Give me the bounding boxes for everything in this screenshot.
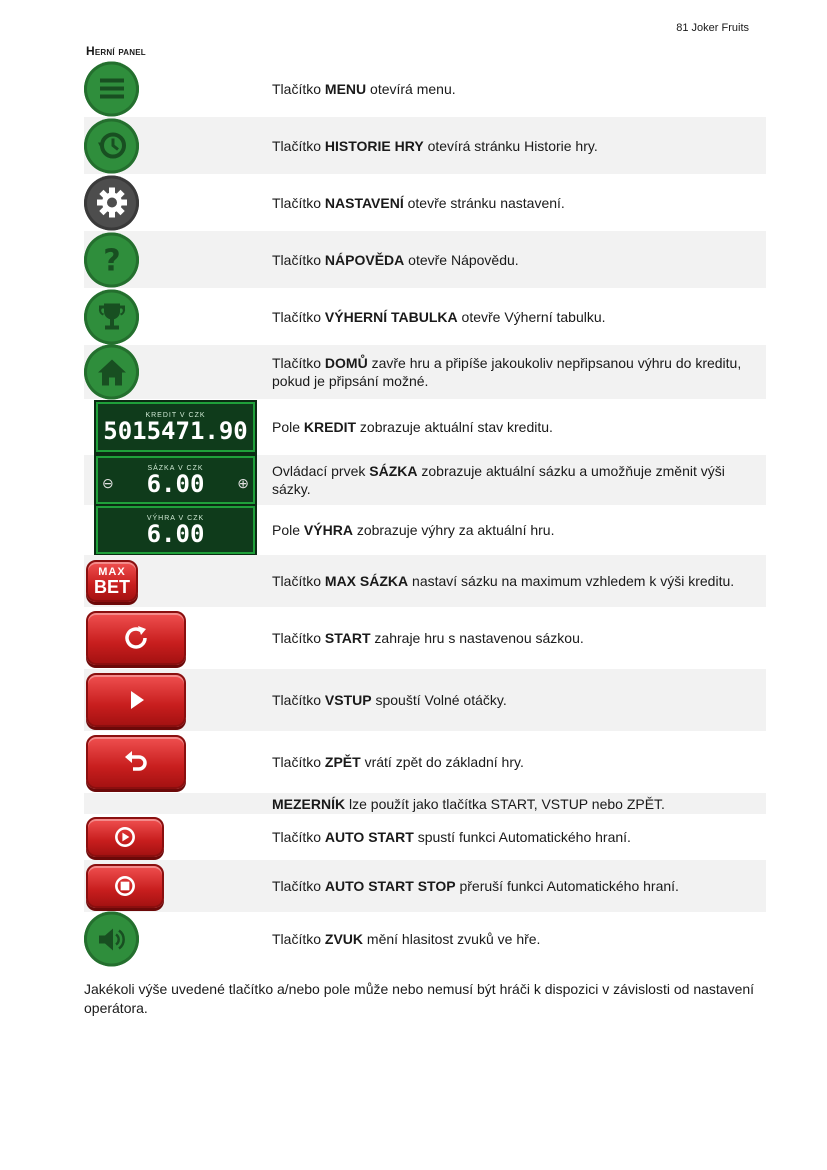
win-label: VÝHRA V CZK xyxy=(146,514,205,522)
gear-icon xyxy=(84,175,139,230)
game-panel-table xyxy=(84,60,766,966)
section-title xyxy=(86,44,146,58)
history-icon xyxy=(84,118,139,173)
row-description: Tlačítko START zahraje hru s nastavenou sázkou. xyxy=(272,630,584,646)
row-description: Pole KREDIT zobrazuje aktuální stav kreditu. xyxy=(272,419,553,435)
row-description: Tlačítko HISTORIE HRY otevírá stránku Historie hry. xyxy=(272,117,766,174)
speaker-icon xyxy=(84,912,139,967)
back-icon xyxy=(86,735,186,789)
row-description: Tlačítko ZVUK mění hlasitost zvuků ve hře. xyxy=(272,931,541,947)
max-bet-line2: BET xyxy=(94,577,130,597)
row-description: Tlačítko ZPĚT vrátí zpět do základní hry. xyxy=(272,754,524,770)
table-row xyxy=(84,345,766,399)
table-row xyxy=(84,731,766,793)
row-description: Tlačítko MENU otevírá menu. xyxy=(272,80,456,97)
row-description: Tlačítko VÝHERNÍ TABULKA otevře Výherní tabulku. xyxy=(272,308,606,325)
credit-panel xyxy=(96,402,255,452)
home-icon xyxy=(84,345,139,400)
row-description: Tlačítko NASTAVENÍ otevře stránku nastavení. xyxy=(272,194,565,211)
row-description: Tlačítko NÁPOVĚDA otevře Nápovědu. xyxy=(272,231,766,288)
table-row xyxy=(84,607,766,669)
max-bet-icon xyxy=(86,560,138,602)
section-title-text: Herní panel xyxy=(86,44,146,58)
table-row xyxy=(84,455,766,505)
max-bet-line1: MAX xyxy=(98,566,126,578)
bet-value: 6.00 xyxy=(146,469,205,498)
row-description: Pole VÝHRA zobrazuje výhry za aktuální hru. xyxy=(272,522,555,538)
table-row xyxy=(84,174,766,231)
row-description: MEZERNÍK lze použít jako tlačítka START, VSTUP nebo ZPĚT. xyxy=(272,793,766,814)
bet-increase-button[interactable]: ⊕ xyxy=(237,474,249,491)
table-row xyxy=(84,793,766,814)
table-row xyxy=(84,231,766,288)
table-row xyxy=(84,860,766,912)
table-row xyxy=(84,288,766,345)
bet-label: SÁZKA V CZK xyxy=(147,464,204,472)
table-row xyxy=(84,912,766,966)
svg-text:?: ? xyxy=(102,243,121,277)
table-row xyxy=(84,117,766,174)
bet-panel xyxy=(96,456,255,504)
question-icon xyxy=(84,232,139,287)
play-icon xyxy=(86,673,186,727)
row-description: Tlačítko VSTUP spouští Volné otáčky. xyxy=(272,669,766,731)
table-row xyxy=(84,555,766,607)
footer-note: Jakékoli výše uvedené tlačítko a/nebo pole může nebo nemusí být hráči k dispozici v závislosti od nastavení operátora. xyxy=(84,981,755,1016)
row-description: Ovládací prvek SÁZKA zobrazuje aktuální sázku a umožňuje změnit výši sázky. xyxy=(272,455,766,505)
table-row xyxy=(84,399,766,455)
document-title: 81 Joker Fruits xyxy=(676,22,749,34)
win-panel xyxy=(96,506,255,554)
table-row xyxy=(84,60,766,117)
credit-value: 5015471.90 xyxy=(103,416,248,445)
trophy-icon xyxy=(84,289,139,344)
table-row xyxy=(84,505,766,555)
autostop-icon xyxy=(86,864,164,908)
bet-decrease-button[interactable]: ⊖ xyxy=(102,474,114,491)
credit-label: KREDIT V CZK xyxy=(145,411,206,419)
autostart-icon xyxy=(86,817,164,857)
row-description: Tlačítko MAX SÁZKA nastaví sázku na maximum vzhledem k výši kreditu. xyxy=(272,555,766,607)
row-description: Tlačítko DOMŮ zavře hru a připíše jakoukoliv nepřipsanou výhru do kreditu, pokud je připsání možné. xyxy=(272,345,766,399)
row-description: Tlačítko AUTO START spustí funkci Automatického hraní. xyxy=(272,829,631,845)
row-description: Tlačítko AUTO START STOP přeruší funkci Automatického hraní. xyxy=(272,860,766,912)
win-value: 6.00 xyxy=(146,519,205,548)
restart-icon xyxy=(86,611,186,665)
menu-icon xyxy=(84,61,139,116)
table-row xyxy=(84,814,766,860)
table-row xyxy=(84,669,766,731)
